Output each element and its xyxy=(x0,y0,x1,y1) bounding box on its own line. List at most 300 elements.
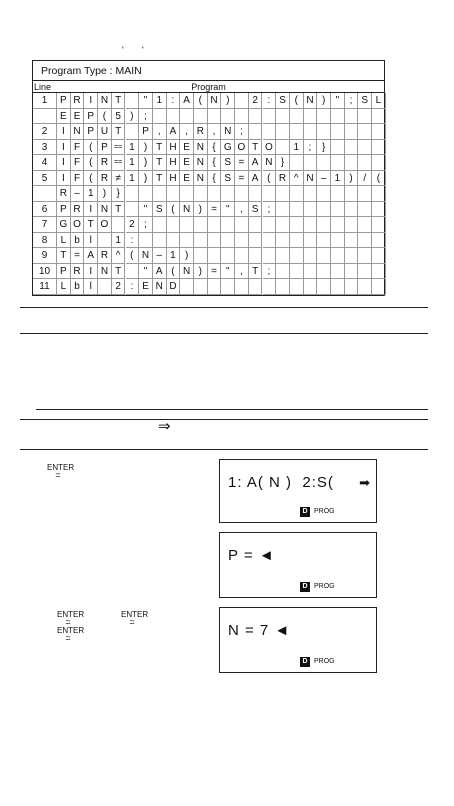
mode-indicator xyxy=(300,507,335,517)
program-char-cell: } xyxy=(112,186,126,202)
program-char-cell: = xyxy=(71,248,85,264)
program-char-cell: 1 xyxy=(126,140,140,156)
program-char-cell: T xyxy=(153,140,167,156)
mode-indicator xyxy=(300,657,335,667)
program-char-cell: T xyxy=(112,264,126,280)
program-char-cell xyxy=(317,202,331,218)
program-char-cell: ( xyxy=(167,264,181,280)
program-char-cell: L xyxy=(57,233,71,249)
program-char-cell xyxy=(372,264,386,280)
program-char-cell: , xyxy=(180,124,194,140)
program-char-cell: I xyxy=(57,155,71,171)
program-char-cell: ( xyxy=(372,171,386,187)
program-char-cell xyxy=(372,202,386,218)
program-char-cell xyxy=(208,279,222,295)
program-char-cell xyxy=(276,264,290,280)
program-char-cell: ) xyxy=(221,93,235,109)
program-char-cell: 1 xyxy=(167,248,181,264)
program-char-cell: ^ xyxy=(290,171,304,187)
program-char-cell: ) xyxy=(139,140,153,156)
program-char-cell: N xyxy=(221,124,235,140)
program-char-cell xyxy=(331,186,345,202)
program-char-cell: E xyxy=(180,140,194,156)
program-char-cell: ( xyxy=(167,202,181,218)
program-char-cell: N xyxy=(71,124,85,140)
program-char-cell: S xyxy=(276,93,290,109)
program-char-cell xyxy=(112,217,126,233)
program-char-cell xyxy=(358,233,372,249)
program-char-cell xyxy=(317,124,331,140)
program-char-cell xyxy=(221,248,235,264)
program-char-cell: ; xyxy=(345,93,359,109)
mode-label: PROG xyxy=(314,583,335,590)
program-char-cell xyxy=(331,140,345,156)
program-char-cell xyxy=(290,155,304,171)
line-number: 8 xyxy=(33,233,57,249)
program-char-cell: ( xyxy=(126,248,140,264)
program-char-cell: I xyxy=(57,140,71,156)
program-char-cell xyxy=(345,233,359,249)
program-char-cell: ( xyxy=(290,93,304,109)
program-char-cell xyxy=(358,155,372,171)
program-char-cell: S xyxy=(221,155,235,171)
program-char-cell: l xyxy=(84,233,98,249)
program-char-cell xyxy=(331,124,345,140)
program-char-cell: { xyxy=(208,140,222,156)
program-char-cell: 2 xyxy=(126,217,140,233)
program-char-cell xyxy=(290,217,304,233)
program-char-cell xyxy=(304,202,318,218)
program-char-cell: E xyxy=(139,279,153,295)
program-char-cell xyxy=(372,124,386,140)
program-char-cell: R xyxy=(98,171,112,187)
program-char-cell xyxy=(290,109,304,125)
program-char-cell xyxy=(345,217,359,233)
program-char-cell: T xyxy=(249,140,263,156)
program-char-cell: A xyxy=(153,264,167,280)
mode-indicator xyxy=(300,582,335,592)
program-char-cell: ) xyxy=(317,93,331,109)
program-char-cell: R xyxy=(57,186,71,202)
program-char-cell xyxy=(331,217,345,233)
program-char-cell: A xyxy=(84,248,98,264)
program-char-cell: N xyxy=(304,171,318,187)
program-char-cell: N xyxy=(98,202,112,218)
program-char-cell: , xyxy=(235,202,249,218)
program-char-cell: ≠ xyxy=(112,171,126,187)
line-number xyxy=(33,109,57,125)
program-char-cell xyxy=(331,248,345,264)
program-char-cell: I xyxy=(57,171,71,187)
program-char-cell: " xyxy=(221,264,235,280)
program-char-cell xyxy=(345,279,359,295)
program-char-cell xyxy=(249,233,263,249)
line-number: 7 xyxy=(33,217,57,233)
program-char-cell xyxy=(194,233,208,249)
program-char-cell xyxy=(235,248,249,264)
program-char-cell: b xyxy=(71,279,85,295)
program-char-cell: : xyxy=(263,93,277,109)
program-char-cell xyxy=(304,264,318,280)
program-char-cell xyxy=(276,124,290,140)
enter-key xyxy=(121,610,149,627)
program-char-cell: S xyxy=(358,93,372,109)
program-char-cell xyxy=(276,248,290,264)
program-char-cell xyxy=(180,109,194,125)
program-char-cell: T xyxy=(112,202,126,218)
program-char-cell: 1 xyxy=(126,155,140,171)
program-char-cell xyxy=(276,279,290,295)
program-char-cell: " xyxy=(139,202,153,218)
program-char-cell: 5 xyxy=(112,109,126,125)
program-char-cell: R xyxy=(71,93,85,109)
program-char-cell: 2 xyxy=(112,279,126,295)
program-char-cell xyxy=(304,109,318,125)
program-char-cell: = xyxy=(235,155,249,171)
program-char-cell: A xyxy=(249,155,263,171)
program-char-cell xyxy=(249,109,263,125)
program-char-cell xyxy=(153,233,167,249)
program-char-cell xyxy=(372,217,386,233)
program-char-cell: N xyxy=(263,155,277,171)
program-char-cell xyxy=(249,217,263,233)
program-char-cell xyxy=(98,279,112,295)
program-char-cell xyxy=(358,264,372,280)
program-char-cell xyxy=(235,109,249,125)
program-char-cell xyxy=(235,279,249,295)
line-number: 6 xyxy=(33,202,57,218)
degree-mode-icon: D xyxy=(300,657,310,667)
program-char-cell xyxy=(263,233,277,249)
program-char-cell xyxy=(194,279,208,295)
program-char-cell: l xyxy=(84,279,98,295)
mode-label: PROG xyxy=(314,658,335,665)
divider-2 xyxy=(20,333,428,334)
divider-4 xyxy=(20,419,428,420)
program-char-cell: N xyxy=(180,264,194,280)
program-char-cell xyxy=(276,217,290,233)
program-char-cell: T xyxy=(57,248,71,264)
program-char-cell: N xyxy=(194,140,208,156)
program-char-cell xyxy=(126,93,140,109)
program-column-header: Program xyxy=(191,82,226,92)
program-char-cell xyxy=(208,248,222,264)
program-char-cell: A xyxy=(180,93,194,109)
program-char-cell: A xyxy=(249,171,263,187)
program-char-cell xyxy=(221,217,235,233)
program-char-cell xyxy=(263,186,277,202)
program-char-cell xyxy=(331,202,345,218)
program-char-cell: ; xyxy=(263,202,277,218)
program-char-cell: T xyxy=(153,171,167,187)
program-char-cell xyxy=(304,248,318,264)
program-grid xyxy=(33,93,384,295)
program-char-cell xyxy=(235,186,249,202)
program-char-cell: ; xyxy=(235,124,249,140)
enter-key-label: ENTER xyxy=(121,610,149,619)
program-char-cell: ( xyxy=(194,93,208,109)
program-char-cell: : xyxy=(167,93,181,109)
program-char-cell xyxy=(235,217,249,233)
program-char-cell xyxy=(153,186,167,202)
enter-key-eq: = xyxy=(129,617,135,627)
program-char-cell xyxy=(194,109,208,125)
line-number: 5 xyxy=(33,171,57,187)
program-char-cell: P xyxy=(57,202,71,218)
program-char-cell: ( xyxy=(84,155,98,171)
program-char-cell xyxy=(126,186,140,202)
program-char-cell: ) xyxy=(126,109,140,125)
enter-key-label: ENTER xyxy=(47,463,75,472)
program-char-cell xyxy=(290,202,304,218)
program-char-cell: , xyxy=(153,124,167,140)
program-char-cell: P xyxy=(139,124,153,140)
tick-mark-left: ' xyxy=(122,45,124,55)
program-char-cell xyxy=(221,279,235,295)
program-char-cell xyxy=(331,109,345,125)
program-char-cell: N xyxy=(139,248,153,264)
program-char-cell: " xyxy=(139,264,153,280)
program-char-cell: N xyxy=(98,264,112,280)
program-char-cell: O xyxy=(263,140,277,156)
program-char-cell: S xyxy=(153,202,167,218)
program-char-cell: D xyxy=(167,279,181,295)
program-char-cell xyxy=(276,186,290,202)
program-char-cell: N xyxy=(153,279,167,295)
program-char-cell: F xyxy=(71,140,85,156)
divider-5 xyxy=(20,449,428,450)
program-char-cell xyxy=(317,248,331,264)
program-char-cell xyxy=(345,109,359,125)
program-char-cell: G xyxy=(221,140,235,156)
program-char-cell xyxy=(372,248,386,264)
program-table-header xyxy=(33,81,384,93)
program-char-cell: R xyxy=(98,248,112,264)
enter-key-eq: = xyxy=(65,633,71,643)
program-char-cell xyxy=(235,233,249,249)
program-char-cell xyxy=(249,186,263,202)
program-char-cell: ( xyxy=(84,171,98,187)
program-char-cell: 1 xyxy=(331,171,345,187)
program-char-cell xyxy=(167,233,181,249)
calculator-screen-1 xyxy=(219,459,377,523)
program-char-cell xyxy=(208,186,222,202)
program-char-cell xyxy=(249,279,263,295)
program-type-label: Program Type : MAIN xyxy=(33,61,384,81)
program-char-cell xyxy=(276,109,290,125)
program-char-cell xyxy=(372,155,386,171)
program-char-cell: ) xyxy=(194,202,208,218)
program-char-cell: : xyxy=(126,233,140,249)
implies-arrow-icon: ⇒ xyxy=(158,418,171,435)
program-char-cell: 1 xyxy=(126,171,140,187)
program-char-cell: O xyxy=(98,217,112,233)
enter-key-eq: = xyxy=(65,617,71,627)
divider-1 xyxy=(20,307,428,308)
program-char-cell: ^ xyxy=(112,248,126,264)
tick-mark-right: ' xyxy=(142,45,144,55)
program-char-cell xyxy=(276,233,290,249)
line-number: 3 xyxy=(33,140,57,156)
program-char-cell: E xyxy=(57,109,71,125)
program-char-cell xyxy=(221,186,235,202)
program-char-cell: R xyxy=(71,202,85,218)
program-char-cell xyxy=(139,233,153,249)
program-char-cell xyxy=(263,124,277,140)
program-char-cell: ) xyxy=(180,248,194,264)
program-char-cell xyxy=(249,248,263,264)
program-char-cell xyxy=(263,217,277,233)
program-char-cell xyxy=(345,140,359,156)
program-char-cell: ( xyxy=(263,171,277,187)
program-char-cell: N xyxy=(180,202,194,218)
program-char-cell: 2 xyxy=(249,93,263,109)
program-char-cell: " xyxy=(221,202,235,218)
program-char-cell: ( xyxy=(98,109,112,125)
program-char-cell: P xyxy=(57,93,71,109)
program-char-cell xyxy=(235,93,249,109)
enter-key xyxy=(47,463,75,480)
mode-label: PROG xyxy=(314,508,335,515)
enter-key-eq: = xyxy=(55,470,61,480)
program-table xyxy=(32,60,385,296)
program-char-cell: ) xyxy=(139,171,153,187)
program-char-cell: O xyxy=(235,140,249,156)
program-char-cell: b xyxy=(71,233,85,249)
program-char-cell: T xyxy=(84,217,98,233)
program-char-cell: ( xyxy=(84,140,98,156)
program-char-cell: H xyxy=(167,155,181,171)
calculator-screen-3 xyxy=(219,607,377,673)
program-char-cell xyxy=(304,186,318,202)
program-char-cell: T xyxy=(112,124,126,140)
program-char-cell xyxy=(249,124,263,140)
program-char-cell: 1 xyxy=(290,140,304,156)
program-char-cell xyxy=(304,279,318,295)
program-char-cell xyxy=(304,233,318,249)
program-char-cell xyxy=(180,186,194,202)
program-char-cell: S xyxy=(221,171,235,187)
program-char-cell: ) xyxy=(98,186,112,202)
program-char-cell xyxy=(372,233,386,249)
program-char-cell: E xyxy=(180,171,194,187)
program-char-cell xyxy=(358,186,372,202)
line-number xyxy=(33,186,57,202)
program-char-cell xyxy=(167,186,181,202)
program-char-cell xyxy=(372,186,386,202)
program-char-cell xyxy=(263,248,277,264)
program-char-cell xyxy=(167,217,181,233)
program-char-cell xyxy=(221,109,235,125)
program-char-cell xyxy=(358,140,372,156)
program-char-cell xyxy=(372,140,386,156)
program-char-cell: 1 xyxy=(112,233,126,249)
program-char-cell: ; xyxy=(263,264,277,280)
line-number: 4 xyxy=(33,155,57,171)
program-char-cell: S xyxy=(249,202,263,218)
program-char-cell xyxy=(194,217,208,233)
program-char-cell: T xyxy=(249,264,263,280)
program-char-cell: I xyxy=(84,202,98,218)
program-char-cell xyxy=(372,279,386,295)
program-char-cell xyxy=(345,202,359,218)
program-char-cell xyxy=(126,124,140,140)
program-char-cell xyxy=(126,202,140,218)
program-char-cell: – xyxy=(153,248,167,264)
program-char-cell xyxy=(98,233,112,249)
calculator-screen-2 xyxy=(219,532,377,598)
program-char-cell xyxy=(331,264,345,280)
program-char-cell xyxy=(167,109,181,125)
program-char-cell xyxy=(358,124,372,140)
program-char-cell: I xyxy=(84,93,98,109)
program-char-cell: H xyxy=(167,140,181,156)
program-char-cell xyxy=(290,264,304,280)
right-arrow-icon: ➡ xyxy=(359,475,370,490)
program-char-cell: E xyxy=(180,155,194,171)
program-char-cell: } xyxy=(276,155,290,171)
program-char-cell xyxy=(290,233,304,249)
program-char-cell: 1 xyxy=(84,186,98,202)
program-char-cell xyxy=(194,186,208,202)
program-char-cell xyxy=(345,124,359,140)
line-number: 2 xyxy=(33,124,57,140)
program-char-cell: 1 xyxy=(153,93,167,109)
program-char-cell xyxy=(263,109,277,125)
program-char-cell: / xyxy=(358,171,372,187)
program-char-cell xyxy=(317,279,331,295)
divider-3 xyxy=(36,409,428,410)
program-char-cell xyxy=(180,233,194,249)
program-char-cell: N xyxy=(304,93,318,109)
program-char-cell xyxy=(304,155,318,171)
program-char-cell: N xyxy=(98,93,112,109)
program-char-cell xyxy=(208,109,222,125)
program-char-cell xyxy=(276,202,290,218)
program-char-cell xyxy=(263,279,277,295)
line-number: 11 xyxy=(33,279,57,295)
program-char-cell xyxy=(317,233,331,249)
program-char-cell: E xyxy=(71,109,85,125)
program-char-cell xyxy=(126,264,140,280)
screen-text: 1: A( N ) 2:S( xyxy=(228,474,334,491)
enter-key-label: ENTER xyxy=(57,626,85,635)
screen-text: N = 7 ◄ xyxy=(228,622,291,639)
program-char-cell xyxy=(208,233,222,249)
program-char-cell xyxy=(317,155,331,171)
line-number: 10 xyxy=(33,264,57,280)
program-char-cell: O xyxy=(71,217,85,233)
program-char-cell: T xyxy=(112,93,126,109)
program-char-cell: T xyxy=(153,155,167,171)
program-char-cell: , xyxy=(235,264,249,280)
program-char-cell: U xyxy=(98,124,112,140)
program-char-cell xyxy=(331,233,345,249)
degree-mode-icon: D xyxy=(300,507,310,517)
program-char-cell xyxy=(290,248,304,264)
program-char-cell: ) xyxy=(345,171,359,187)
program-char-cell: ) xyxy=(139,155,153,171)
line-number: 1 xyxy=(33,93,57,109)
program-char-cell: " xyxy=(139,93,153,109)
program-char-cell: == xyxy=(112,155,126,171)
enter-key xyxy=(57,626,85,643)
program-char-cell: F xyxy=(71,155,85,171)
program-char-cell: " xyxy=(331,93,345,109)
program-char-cell xyxy=(358,248,372,264)
program-char-cell: L xyxy=(57,279,71,295)
program-char-cell: P xyxy=(57,264,71,280)
